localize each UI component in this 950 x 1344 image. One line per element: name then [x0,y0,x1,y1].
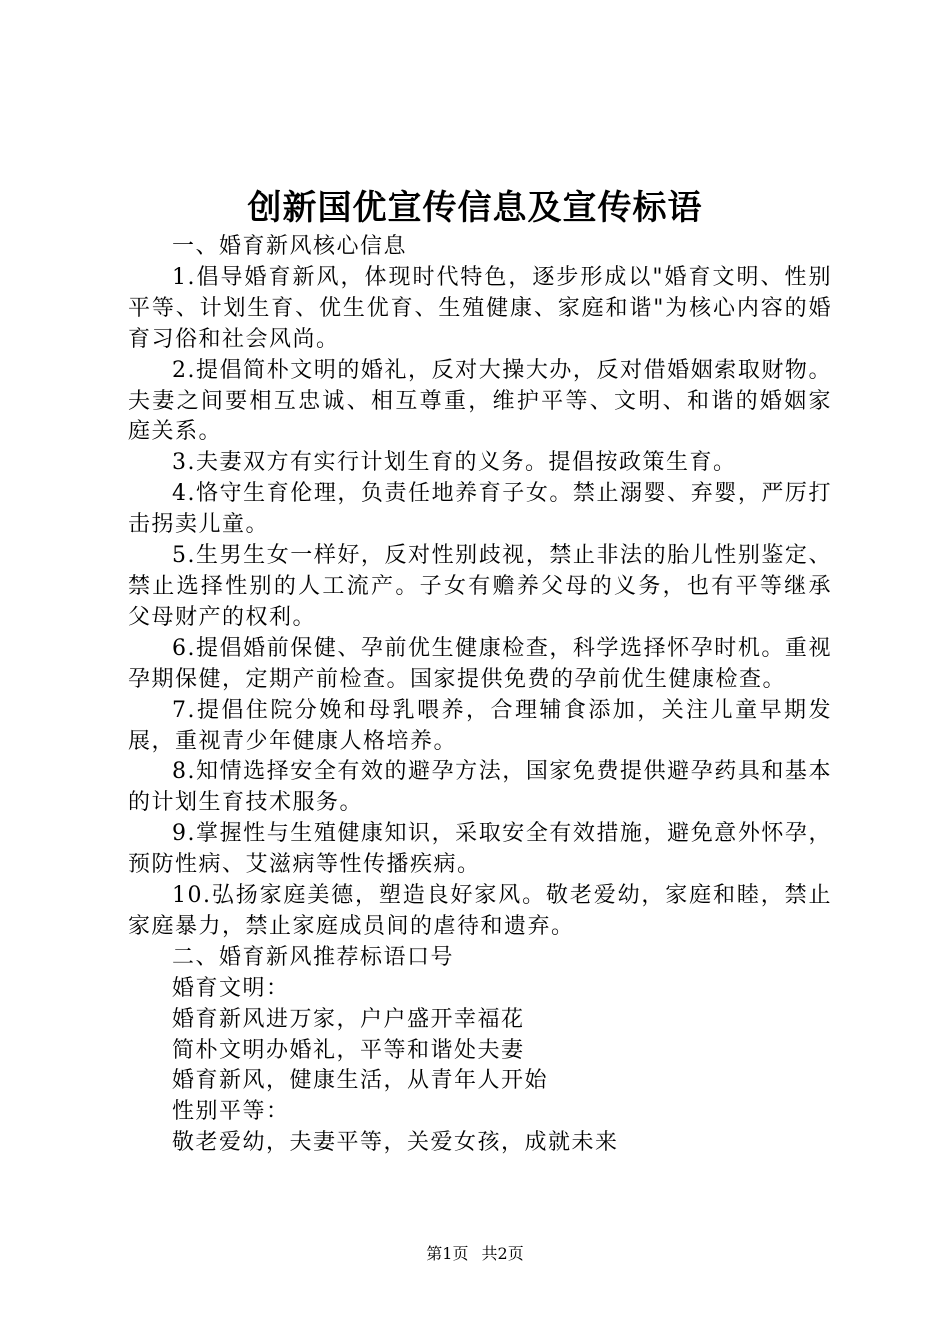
document-body [128,232,832,1159]
list-item: 5.生男生女一样好，反对性别歧视，禁止非法的胎儿性别鉴定、禁止选择性别的人工流产。子女有赡养父母的义务，也有平等继承父母财产的权利。 [128,543,832,630]
list-item: 9.掌握性与生殖健康知识，采取安全有效措施，避免意外怀孕，预防性病、艾滋病等性传播疾病。 [128,821,832,878]
list-item: 6.提倡婚前保健、孕前优生健康检查，科学选择怀孕时机。重视孕期保健，定期产前检查。国家提供免费的孕前优生健康检查。 [128,635,832,692]
page-footer [0,1242,950,1266]
slogan-line: 敬老爱幼，夫妻平等，关爱女孩，成就未来 [172,1130,619,1156]
section-heading: 一、婚育新风核心信息 [172,234,408,259]
list-item: 1.倡导婚育新风，体现时代特色，逐步形成以"婚育文明、性别平等、计划生育、优生优育、生殖健康、家庭和谐"为核心内容的婚育习俗和社会风尚。 [128,264,832,352]
section-heading: 二、婚育新风推荐标语口号 [172,944,455,970]
list-item: 7.提倡住院分娩和母乳喂养，合理辅食添加，关注儿童早期发展，重视青少年健康人格培养。 [128,697,832,754]
slogan-category: 性别平等： [172,1099,290,1125]
list-item: 8.知情选择安全有效的避孕方法，国家免费提供避孕药具和基本的计划生育技术服务。 [128,759,832,816]
slogan-line: 简朴文明办婚礼，平等和谐处夫妻 [172,1037,525,1063]
document-title: 创新国优宣传信息及宣传标语 [247,188,703,228]
list-item: 10.弘扬家庭美德，塑造良好家风。敬老爱幼，家庭和睦，禁止家庭暴力，禁止家庭成员间的虐待和遗弃。 [128,883,832,939]
page-number: 第1页 [426,1244,469,1263]
page-total: 共2页 [481,1244,524,1263]
slogan-line: 婚育新风进万家，户户盛开幸福花 [172,1006,525,1032]
list-item: 4.恪守生育伦理，负责任地养育子女。禁止溺婴、弃婴，严厉打击拐卖儿童。 [128,481,832,538]
slogan-line: 婚育新风，健康生活，从青年人开始 [172,1068,549,1094]
list-item: 3.夫妻双方有实行计划生育的义务。提倡按政策生育。 [172,450,737,476]
slogan-category: 婚育文明： [172,975,290,1001]
list-item: 2.提倡简朴文明的婚礼，反对大操大办，反对借婚姻索取财物。夫妻之间要相互忠诚、相互尊重，维护平等、文明、和谐的婚姻家庭关系。 [128,357,832,445]
